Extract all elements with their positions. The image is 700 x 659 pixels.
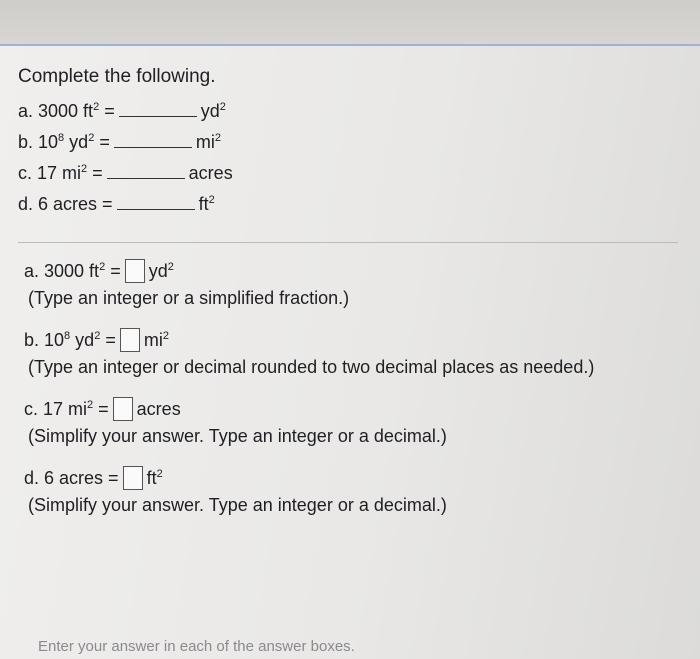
top-bar (0, 0, 700, 46)
answer-input-d[interactable] (123, 466, 143, 490)
hint-c: (Simplify your answer. Type an integer or a decimal.) (28, 426, 447, 446)
blank-line (107, 162, 185, 179)
answer-row-d: d. 6 acres = $ft^2$ (24, 465, 684, 491)
question-panel (0, 46, 700, 659)
answer-input-b[interactable] (120, 328, 140, 352)
blank-line (117, 193, 195, 210)
answer-row-c: c. 17 $mi^2$ = acres (24, 396, 684, 422)
footer-instruction: Enter your answer in each of the answer boxes. (38, 638, 355, 655)
blank-line (119, 100, 197, 117)
answer-row-a: a. 3000 $ft^2$ = $yd^2$ (24, 258, 684, 284)
hint-a: (Type an integer or a simplified fraction.) (28, 288, 350, 308)
answer-input-c[interactable] (113, 397, 133, 421)
divider (18, 242, 678, 243)
hint-d: (Simplify your answer. Type an integer or a decimal.) (28, 495, 447, 515)
answer-section (24, 258, 684, 534)
problem-row-c: c. 17 $mi^2$ = acres (18, 163, 233, 183)
problem-row-d: d. 6 acres = $ft^2$ (18, 194, 215, 214)
blank-line (114, 131, 192, 148)
instruction: Complete the following. (18, 66, 216, 87)
problem-row-b: b. $10^8$ $yd^2$ = $mi^2$ (18, 132, 221, 152)
answer-row-b: b. $10^8$ $yd^2$ = $mi^2$ (24, 327, 684, 353)
answer-input-a[interactable] (125, 259, 145, 283)
problem-row-a: a. 3000 $ft^2$ = $yd^2$ (18, 101, 226, 121)
hint-b: (Type an integer or decimal rounded to two decimal places as needed.) (28, 357, 595, 377)
problem-statement (18, 66, 278, 224)
